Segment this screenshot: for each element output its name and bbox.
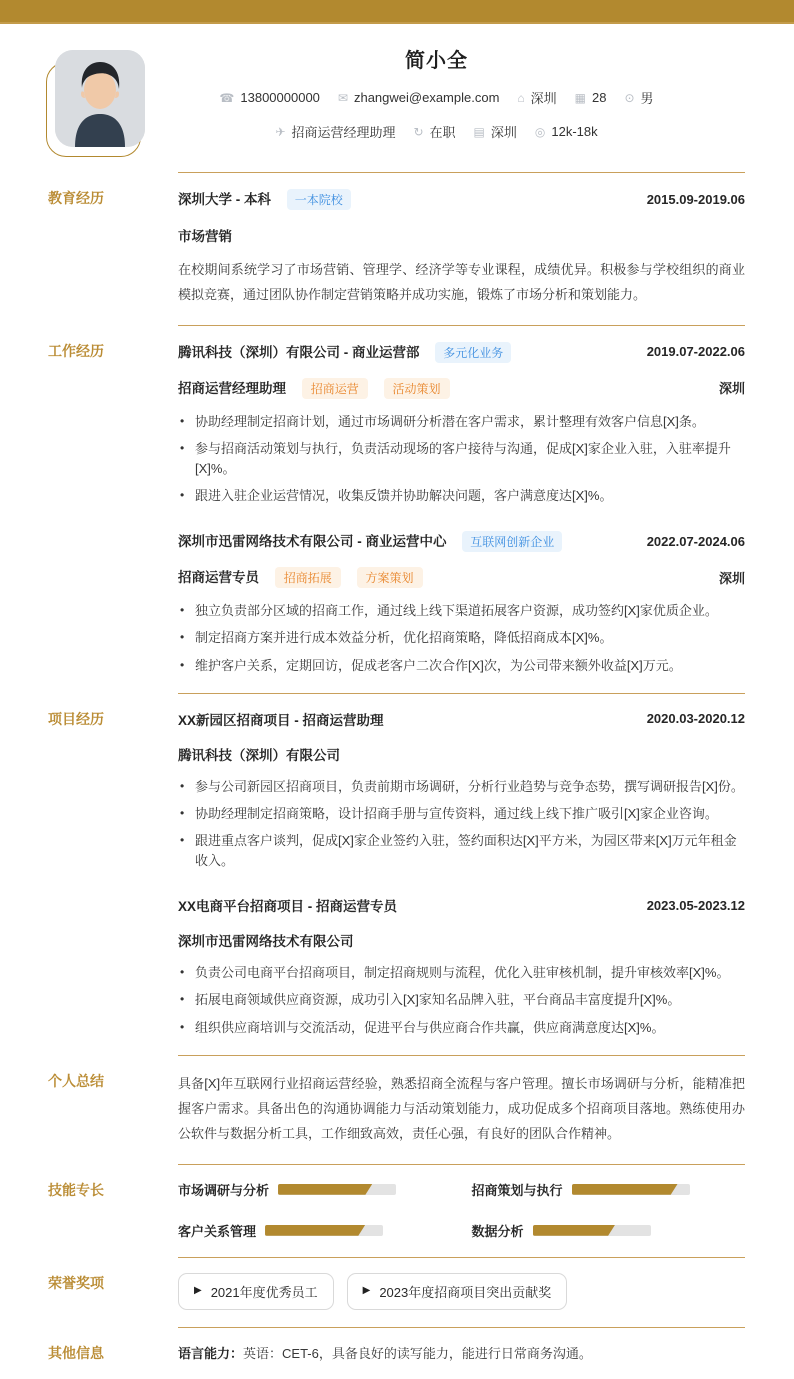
- profile-photo: [55, 50, 145, 147]
- language-text: 英语：CET-6，具备良好的读写能力，能进行日常商务沟通。: [243, 1345, 592, 1361]
- section-other: [48, 1327, 745, 1379]
- project-company: 腾讯科技（深圳）有限公司: [178, 747, 340, 763]
- bullet-item: • 参与招商活动策划与执行，负责活动现场的客户接待与沟通，促成[X]家企业入驻，入驻率提升[X]%。: [178, 439, 745, 479]
- work-location: 深圳: [718, 381, 745, 397]
- bullet-item: • 协助经理制定招商计划，通过市场调研分析潜在客户需求，累计整理有效客户信息[X]条。: [178, 412, 745, 432]
- section-title-skills: 技能专长: [48, 1181, 104, 1198]
- bullet-item: • 拓展电商领域供应商资源，成功引入[X]家知名品牌入驻，平台商品丰富度提升[X]%。: [178, 990, 745, 1010]
- age-item: [575, 90, 607, 105]
- skill-item: [472, 1180, 746, 1199]
- bullet-item: • 协助经理制定招商策略，设计招商手册与宣传资料，通过线上线下推广吸引[X]家企业咨询。: [178, 804, 745, 824]
- job-status-item: [413, 122, 455, 141]
- profile-photo-image: [55, 50, 145, 147]
- education-date: 2015.09-2019.06: [646, 191, 745, 207]
- email-item: [338, 90, 500, 105]
- role-tag: 招商拓展: [275, 567, 341, 588]
- skill-bar-track: [278, 1184, 396, 1195]
- section-title-summary: 个人总结: [48, 1072, 104, 1089]
- skill-bar-fill: [533, 1225, 616, 1236]
- bullet-item: • 组织供应商培训与交流活动，促进平台与供应商合作共赢，供应商满意度达[X]%。: [178, 1018, 745, 1038]
- job-status-value: 在职: [429, 125, 456, 140]
- project-company: 深圳市迅雷网络技术有限公司: [178, 934, 354, 950]
- project-name: XX电商平台招商项目 - 招商运营专员: [178, 899, 398, 915]
- skill-bar-fill: [278, 1184, 372, 1195]
- summary-text: 具备[X]年互联网行业招商运营经验，熟悉招商全流程与客户管理。擅长市场调研与分析，能精准把握客户需求。具备出色的沟通协调能力与活动策划能力，成功促成多个招商项目落地。熟练使用办公软件与数据分析工具，工作细致高效，责任心强，有良好的团队合作精神。: [178, 1075, 745, 1142]
- skill-item: [472, 1221, 746, 1240]
- company-name: 深圳市迅雷网络技术有限公司 - 商业运营中心: [178, 534, 447, 550]
- work-date: 2022.07-2024.06: [646, 533, 745, 549]
- work-bullets: [178, 601, 745, 675]
- age-value: 28: [592, 90, 607, 105]
- phone-value: 13800000000: [240, 90, 320, 105]
- skill-bar-fill: [265, 1225, 365, 1236]
- phone-item: [219, 90, 319, 105]
- role-tag: 招商运营: [302, 378, 368, 399]
- work-entry: [178, 341, 745, 507]
- section-honors: [48, 1257, 745, 1327]
- work-city-item: [474, 122, 517, 141]
- honor-button[interactable]: [347, 1273, 568, 1310]
- company-badge: 多元化业务: [435, 342, 511, 363]
- work-bullets: [178, 412, 745, 507]
- skill-item: [178, 1221, 452, 1240]
- candidate-name: 简小全: [405, 50, 468, 72]
- status-icon: ↻: [413, 124, 424, 139]
- bullet-item: • 参与公司新园区招商项目，负责前期市场调研，分析行业趋势与竞争态势，撰写调研报告[X]份。: [178, 777, 745, 797]
- education-desc: 在校期间系统学习了市场营销、管理学、经济学等专业课程，成绩优异。积极参与学校组织的商业模拟竞赛，通过团队协作制定营销策略并成功实施，锻炼了市场分析和策划能力。: [178, 262, 745, 303]
- target-position-item: [275, 122, 395, 141]
- contact-row-1: [128, 88, 745, 107]
- phone-icon: ☎: [219, 90, 235, 105]
- major: 市场营销: [178, 229, 232, 244]
- section-title-education: 教育经历: [48, 190, 104, 206]
- gender-item: [624, 88, 653, 107]
- project-entry: [178, 709, 745, 872]
- section-title-honors: 荣誉奖项: [48, 1274, 104, 1291]
- section-title-other: 其他信息: [48, 1344, 104, 1361]
- section-summary: [48, 1055, 745, 1164]
- play-icon: ▶: [362, 1285, 371, 1297]
- salary-item: [535, 124, 598, 139]
- gender-value: 男: [640, 91, 654, 106]
- skill-name: 客户关系管理: [178, 1223, 257, 1239]
- section-education: [48, 172, 745, 325]
- honor-label: 2021年度优秀员工: [210, 1284, 318, 1300]
- email-value: zhangwei@example.com: [353, 90, 500, 105]
- calendar-icon: ▦: [574, 90, 587, 105]
- project-name: XX新园区招商项目 - 招商运营助理: [178, 712, 384, 728]
- section-work: [48, 325, 745, 693]
- skill-name: 数据分析: [471, 1223, 524, 1239]
- company-name: 腾讯科技（深圳）有限公司 - 商业运营部: [178, 344, 420, 360]
- skill-bar-track: [265, 1225, 383, 1236]
- skill-name: 招商策划与执行: [471, 1182, 563, 1198]
- section-project: [48, 693, 745, 1055]
- work-location: 深圳: [718, 570, 745, 586]
- resume-header: [0, 24, 794, 172]
- work-entry: [178, 530, 745, 675]
- city-value: 深圳: [530, 91, 557, 106]
- section-title-work: 工作经历: [48, 342, 104, 359]
- skill-name: 市场调研与分析: [178, 1182, 270, 1198]
- city-item: [517, 88, 556, 107]
- gender-icon: ⊙: [624, 90, 635, 105]
- play-icon: ▶: [194, 1285, 202, 1297]
- skill-bar-track: [533, 1225, 651, 1236]
- role-tag: 方案策划: [357, 567, 423, 588]
- project-bullets: [178, 963, 745, 1037]
- home-icon: ⌂: [517, 90, 525, 105]
- bullet-item: • 独立负责部分区域的招商工作，通过线上线下渠道拓展客户资源，成功签约[X]家优质企业。: [178, 601, 745, 621]
- project-date: 2020.03-2020.12: [646, 711, 745, 727]
- bullet-item: • 维护客户关系，定期回访，促成老客户二次合作[X]次，为公司带来额外收益[X]万元。: [178, 656, 745, 676]
- salary-icon: ◎: [534, 124, 546, 139]
- company-badge: 互联网创新企业: [462, 531, 562, 552]
- skill-item: [178, 1180, 452, 1199]
- bullet-item: • 制定招商方案并进行成本效益分析，优化招商策略，降低招商成本[X]%。: [178, 628, 745, 648]
- school-badge: 一本院校: [287, 189, 351, 210]
- skill-bar-fill: [572, 1184, 678, 1195]
- project-entry: [178, 895, 745, 1037]
- role-title: 招商运营经理助理: [178, 380, 286, 396]
- mail-icon: ✉: [337, 90, 348, 105]
- contact-row-2: [128, 122, 745, 141]
- honor-label: 2023年度招商项目突出贡献奖: [379, 1284, 552, 1300]
- project-bullets: [178, 777, 745, 872]
- bullet-item: • 负责公司电商平台招商项目，制定招商规则与流程，优化入驻审核机制，提升审核效率[X]%。: [178, 963, 745, 983]
- document-icon: ▤: [473, 124, 485, 139]
- role-tag: 活动策划: [384, 378, 450, 399]
- salary-value: 12k-18k: [551, 124, 598, 139]
- work-city-value: 深圳: [490, 125, 517, 140]
- target-position-value: 招商运营经理助理: [291, 125, 396, 140]
- section-title-project: 项目经历: [48, 710, 104, 727]
- school-name: 深圳大学 - 本科: [178, 192, 271, 207]
- top-gold-bar: [0, 0, 794, 24]
- role-title: 招商运营专员: [178, 570, 259, 586]
- send-icon: ✈: [275, 124, 286, 139]
- work-date: 2019.07-2022.06: [646, 344, 745, 360]
- skill-bar-track: [572, 1184, 690, 1195]
- section-skills: [48, 1164, 745, 1257]
- language-label: 语言能力：: [178, 1345, 244, 1361]
- project-date: 2023.05-2023.12: [646, 897, 745, 913]
- bullet-item: • 跟进重点客户谈判，促成[X]家企业签约入驻，签约面积达[X]平方米，为园区带来[X]万元年租金收入。: [178, 831, 745, 871]
- honor-button[interactable]: [178, 1273, 334, 1310]
- bullet-item: • 跟进入驻企业运营情况，收集反馈并协助解决问题，客户满意度达[X]%。: [178, 486, 745, 506]
